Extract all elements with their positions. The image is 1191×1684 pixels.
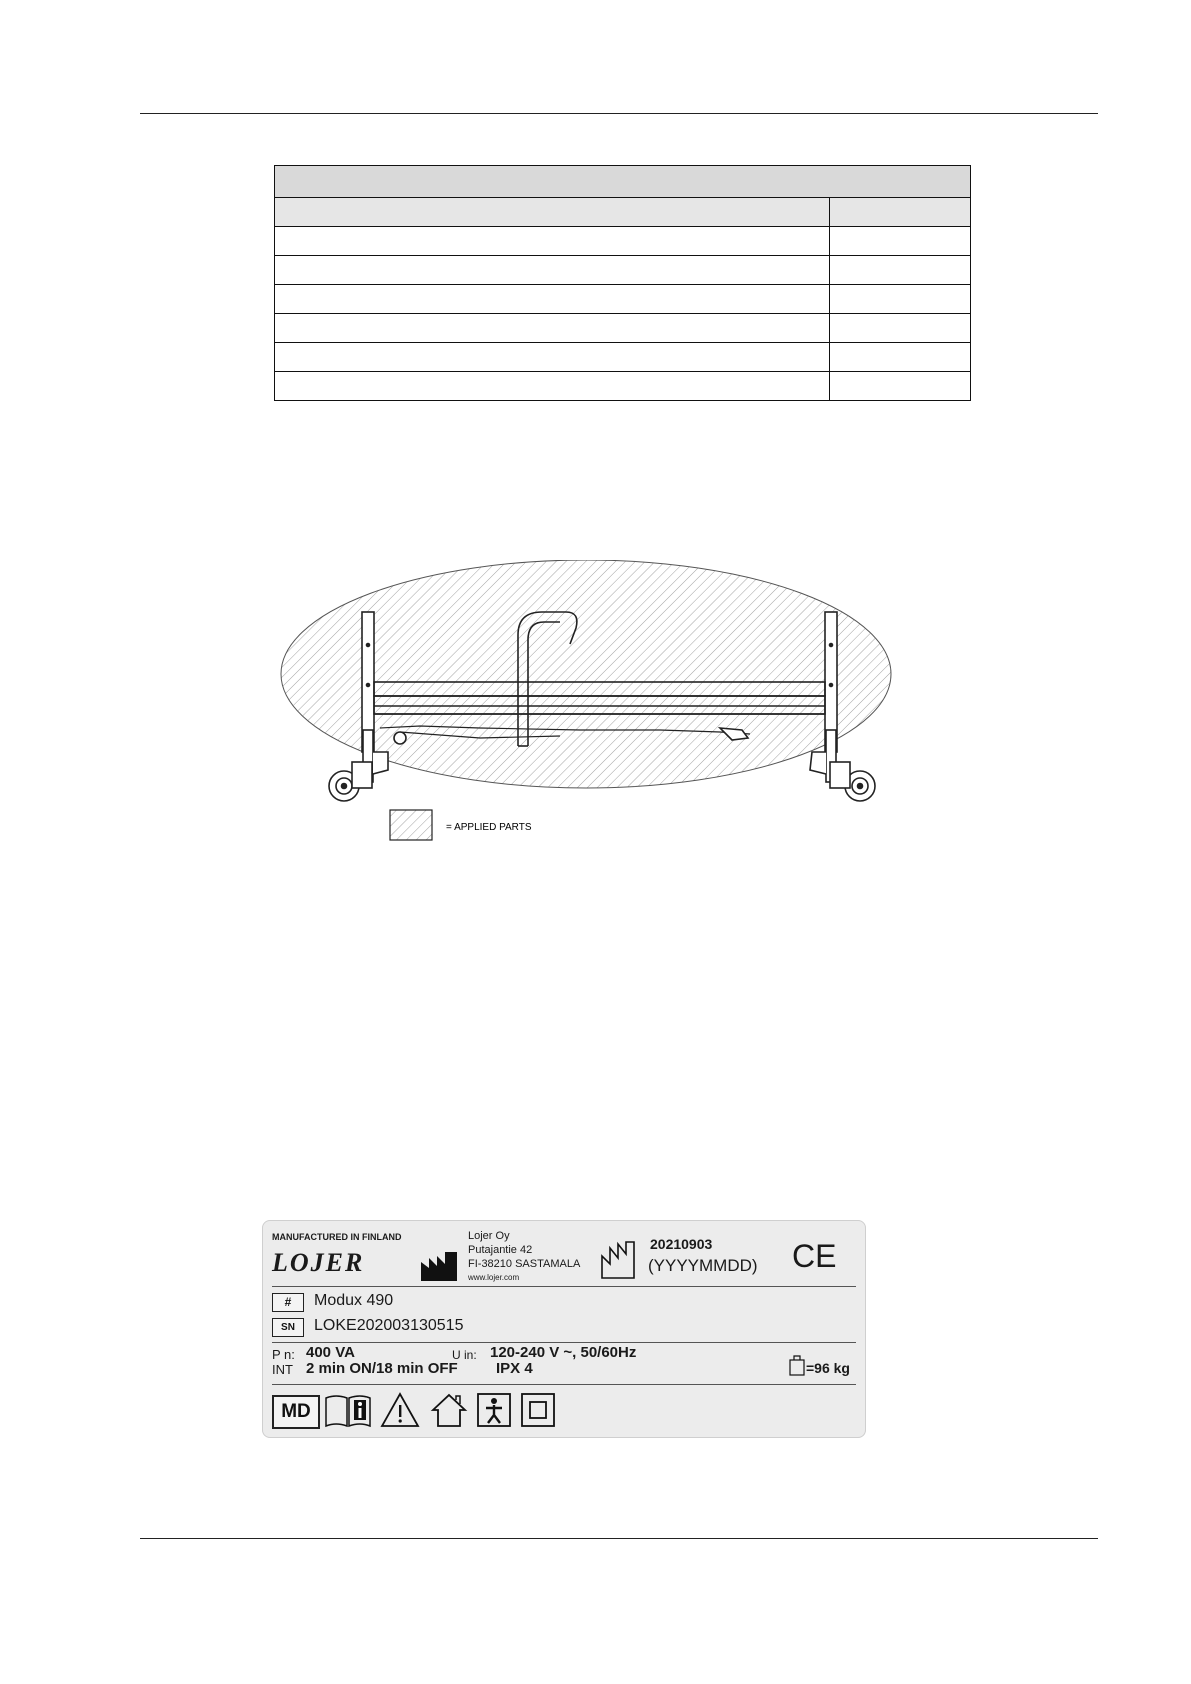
model-symbol: # (272, 1293, 304, 1312)
home-use-icon (430, 1392, 468, 1428)
legend-label: = APPLIED PARTS (446, 822, 532, 833)
ip-rating-value: IPX 4 (496, 1360, 533, 1377)
serial-symbol: SN (272, 1318, 304, 1337)
label-divider (272, 1384, 856, 1385)
table-cell (275, 227, 830, 256)
manufacturer-city: FI-38210 SASTAMALA (468, 1258, 581, 1270)
legend-swatch (390, 810, 432, 840)
table-cell (830, 314, 971, 343)
int-label: INT (272, 1362, 293, 1377)
manufacturer-web: www.lojer.com (468, 1273, 520, 1282)
serial-number: LOKE202003130515 (314, 1317, 464, 1334)
ce-mark: CE (792, 1238, 837, 1274)
manual-info-icon (324, 1392, 372, 1428)
label-divider (272, 1286, 856, 1287)
table-cell (830, 285, 971, 314)
table-cell (830, 372, 971, 401)
weight-icon (788, 1354, 806, 1376)
device-rating-label (262, 1220, 866, 1438)
manufacturer-street: Putajantie 42 (468, 1244, 533, 1256)
power-label: P n: (272, 1347, 295, 1362)
manufactured-in-text: MANUFACTURED IN FINLAND (272, 1232, 402, 1242)
manufacture-date-icon (600, 1240, 644, 1280)
label-divider (272, 1342, 856, 1343)
table-cell (275, 285, 830, 314)
table-title-cell (275, 166, 971, 198)
voltage-value: 120-240 V ~, 50/60Hz (490, 1344, 637, 1361)
date-format: (YYYYMMDD) (648, 1256, 758, 1275)
table-cell (830, 343, 971, 372)
table-cell (275, 343, 830, 372)
manufacturer-icon (420, 1250, 458, 1282)
table-cell (275, 314, 830, 343)
class-ii-icon (520, 1392, 556, 1428)
brand-logo: LOJER (272, 1248, 365, 1277)
md-symbol: MD (272, 1395, 320, 1429)
warning-triangle-icon (380, 1392, 420, 1428)
table-cell (830, 256, 971, 285)
footer-rule (140, 1538, 1098, 1539)
spec-table (274, 165, 971, 401)
table-header-cell (275, 198, 830, 227)
type-b-applied-part-icon (476, 1392, 512, 1428)
applied-parts-figure (280, 560, 920, 850)
voltage-label: U in: (452, 1348, 477, 1362)
duty-cycle-value: 2 min ON/18 min OFF (306, 1360, 458, 1377)
manufacture-date: 20210903 (650, 1236, 713, 1252)
weight-value: =96 kg (806, 1360, 850, 1376)
header-rule (140, 113, 1098, 114)
table-cell (830, 227, 971, 256)
table-cell (275, 372, 830, 401)
table-header-cell (830, 198, 971, 227)
power-value: 400 VA (306, 1344, 355, 1361)
manufacturer-name: Lojer Oy (468, 1230, 510, 1242)
model-name: Modux 490 (314, 1292, 394, 1309)
table-cell (275, 256, 830, 285)
